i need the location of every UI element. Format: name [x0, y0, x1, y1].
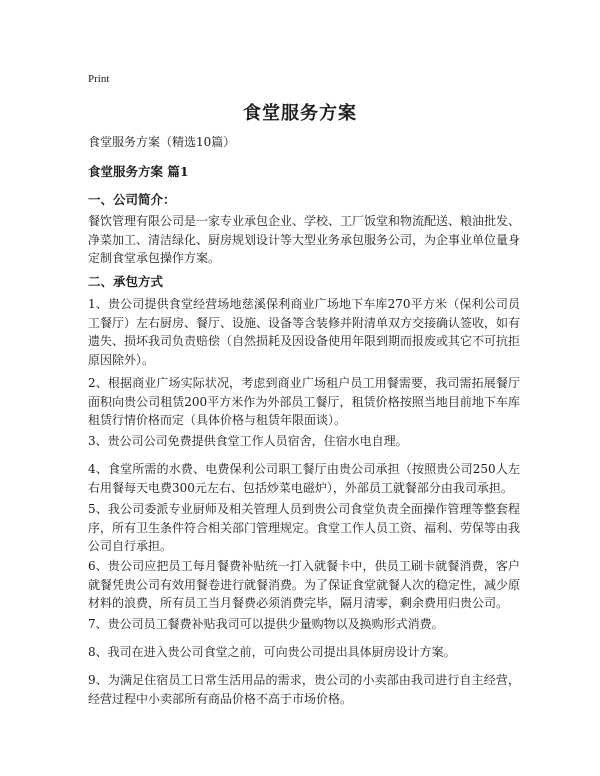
print-label: Print: [88, 73, 110, 85]
page-title: 食堂服务方案: [243, 103, 357, 124]
list-item: 4、食堂所需的水费、电费保利公司职工餐厅由贵公司承担（按照贵公司250人左右用餐每天电费300元左右、包括炒菜电磁炉），外部员工就餐部分由我司承担。: [88, 462, 520, 495]
list-item: 2、根据商业广场实际状况，考虑到商业广场租户员工用餐需要，我司需拓展餐厅面积向贵公司租赁200平方米作为外部员工餐厅，租赁价格按照当地目前地下车库租赁行情价格而定（具体价格与租赁年限面谈）。: [88, 376, 520, 427]
list-item: 5、我公司委派专业厨师及相关管理人员到贵公司食堂负责全面操作管理等整套程序，所有卫生条件符合相关部门管理规定。食堂工作人员工资、福利、劳保等由我公司自行承担。: [88, 502, 521, 553]
list-item: 6、贵公司应把员工每月餐费补贴统一打入就餐卡中，供员工刷卡就餐消费，客户就餐凭贵公司有效用餐卷进行就餐消费。为了保证食堂就餐人次的稳定性，减少原材料的浪费，所有员工当月餐费必须消费完毕，隔月清零，剩余费用归贵公司。: [88, 559, 521, 610]
list-item: 9、为满足住宿员工日常生活用品的需求，贵公司的小卖部由我司进行自主经营，经营过程中小卖部所有商品价格不高于市场价格。: [88, 673, 520, 706]
list-item: 8、我司在进入贵公司食堂之前，可向贵公司提出具体厨房设计方案。: [88, 645, 456, 659]
section-heading-contract-method: 二、承包方式: [88, 274, 164, 289]
list-item: 3、贵公司公司免费提供食堂工作人员宿舍，住宿水电自理。: [88, 434, 408, 448]
section-heading-company-intro: 一、公司简介：: [88, 192, 176, 207]
list-item: 1、贵公司提供食堂经营场地慈溪保利商业广场地下车库270平方米（保利公司员工餐厅）左右厨房、餐厅、设施、设备等含装修并附清单双方交接确认签收，如有遗失、损坏我司负责赔偿（自然损耗及因设备使用年限到期而报废或其它不可抗拒原因除外）。: [88, 297, 521, 367]
company-intro-paragraph: 餐饮管理有限公司是一家专业承包企业、学校、工厂饭堂和物流配送、粮油批发、净菜加工、清洁绿化、厨房规划设计等大型业务承包服务公司，为企事业单位量身定制食堂承包操作方案。: [88, 214, 521, 265]
article-heading: 食堂服务方案 篇1: [88, 164, 189, 179]
document-subtitle: 食堂服务方案（精选10篇）: [88, 135, 236, 149]
list-item: 7、贵公司员工餐费补贴我司可以提供少量购物以及换购形式消费。: [88, 617, 444, 631]
